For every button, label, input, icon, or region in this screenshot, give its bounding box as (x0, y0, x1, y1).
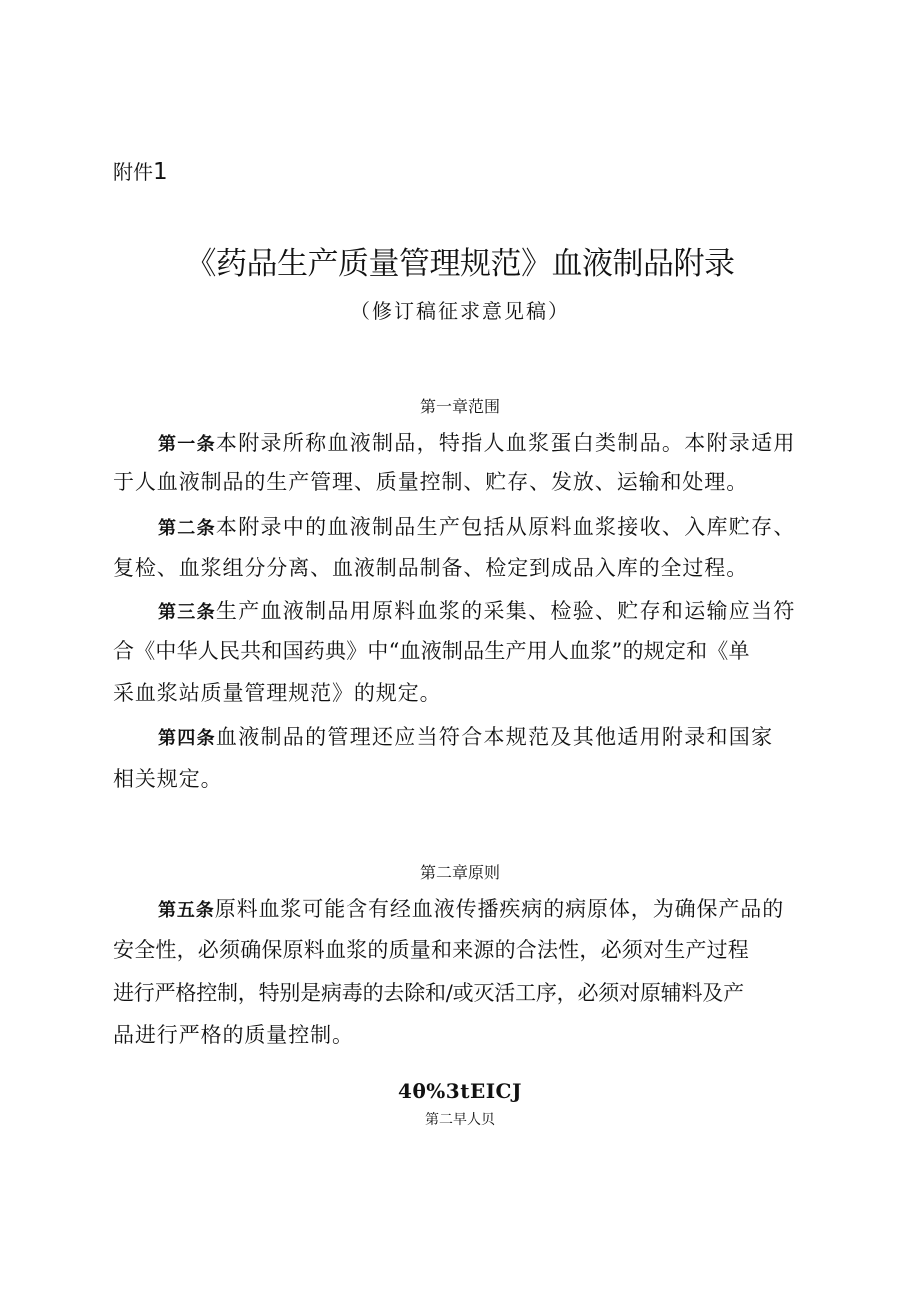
chapter-1-heading: 第一章范围 (419, 397, 500, 416)
article-4-text-1: 血液制品的管理还应当符合本规范及其他适用附录和国家 (215, 725, 774, 749)
document-title: 《药品生产质量管理规范》血液制品附录 (185, 246, 735, 282)
attachment-label (113, 156, 168, 185)
article-5-line-4: 品进行严格的质量控制。 (113, 1023, 354, 1047)
article-2-line-2: 复检、血浆组分分离、血液制品制备、检定到成品入库的全过程。 (113, 556, 749, 580)
article-1-text-1: 本附录所称血液制品，特指人血浆蛋白类制品。本附录适用 (215, 431, 796, 455)
article-5-line-2: 安全性，必须确保原料血浆的质量和来源的合法性，必须对生产过程 (113, 938, 749, 962)
article-3-line-3: 采血浆站质量管理规范》的规定。 (113, 681, 442, 705)
article-1-line-1 (158, 428, 796, 460)
article-3-text-1: 生产血液制品用原料血浆的采集、检验、贮存和运输应当符 (215, 599, 796, 623)
article-4-line-2: 相关规定。 (113, 767, 223, 791)
article-3-label: 第三条 (158, 602, 216, 623)
article-2-label: 第二条 (158, 518, 216, 539)
attachment-text: 附件 (113, 160, 153, 184)
article-3-line-2: 合《中华人民共和国药典》中“血液制品生产用人血浆”的规定和《单 (113, 639, 750, 663)
garbled-subheading: 第二早人贝 (425, 1112, 495, 1128)
article-3-line-1 (158, 596, 796, 628)
article-1-line-2: 于人血液制品的生产管理、质量控制、贮存、发放、运输和处理。 (113, 470, 749, 494)
garbled-heading: 4θ%3tEICJ (398, 1079, 522, 1103)
article-2-line-1 (158, 512, 796, 544)
article-4-line-1 (158, 722, 773, 754)
article-5-text-1: 原料血浆可能含有经血液传播疾病的病原体，为确保产品的 (214, 897, 785, 921)
article-5-line-1 (158, 894, 784, 926)
chapter-2-heading: 第二章原则 (419, 863, 500, 882)
article-4-label: 第四条 (158, 728, 216, 749)
attachment-number: 1 (153, 159, 168, 185)
document-subtitle: （修订稿征求意见稿） (350, 299, 570, 323)
article-1-label: 第一条 (158, 434, 216, 455)
article-2-text-1: 本附录中的血液制品生产包括从原料血浆接收、入库贮存、 (215, 515, 796, 539)
article-5-line-3: 进行严格控制，特别是病毒的去除和/或灭活工序，必须对原辅料及产 (113, 981, 744, 1005)
article-5-label: 第五条 (158, 900, 215, 921)
